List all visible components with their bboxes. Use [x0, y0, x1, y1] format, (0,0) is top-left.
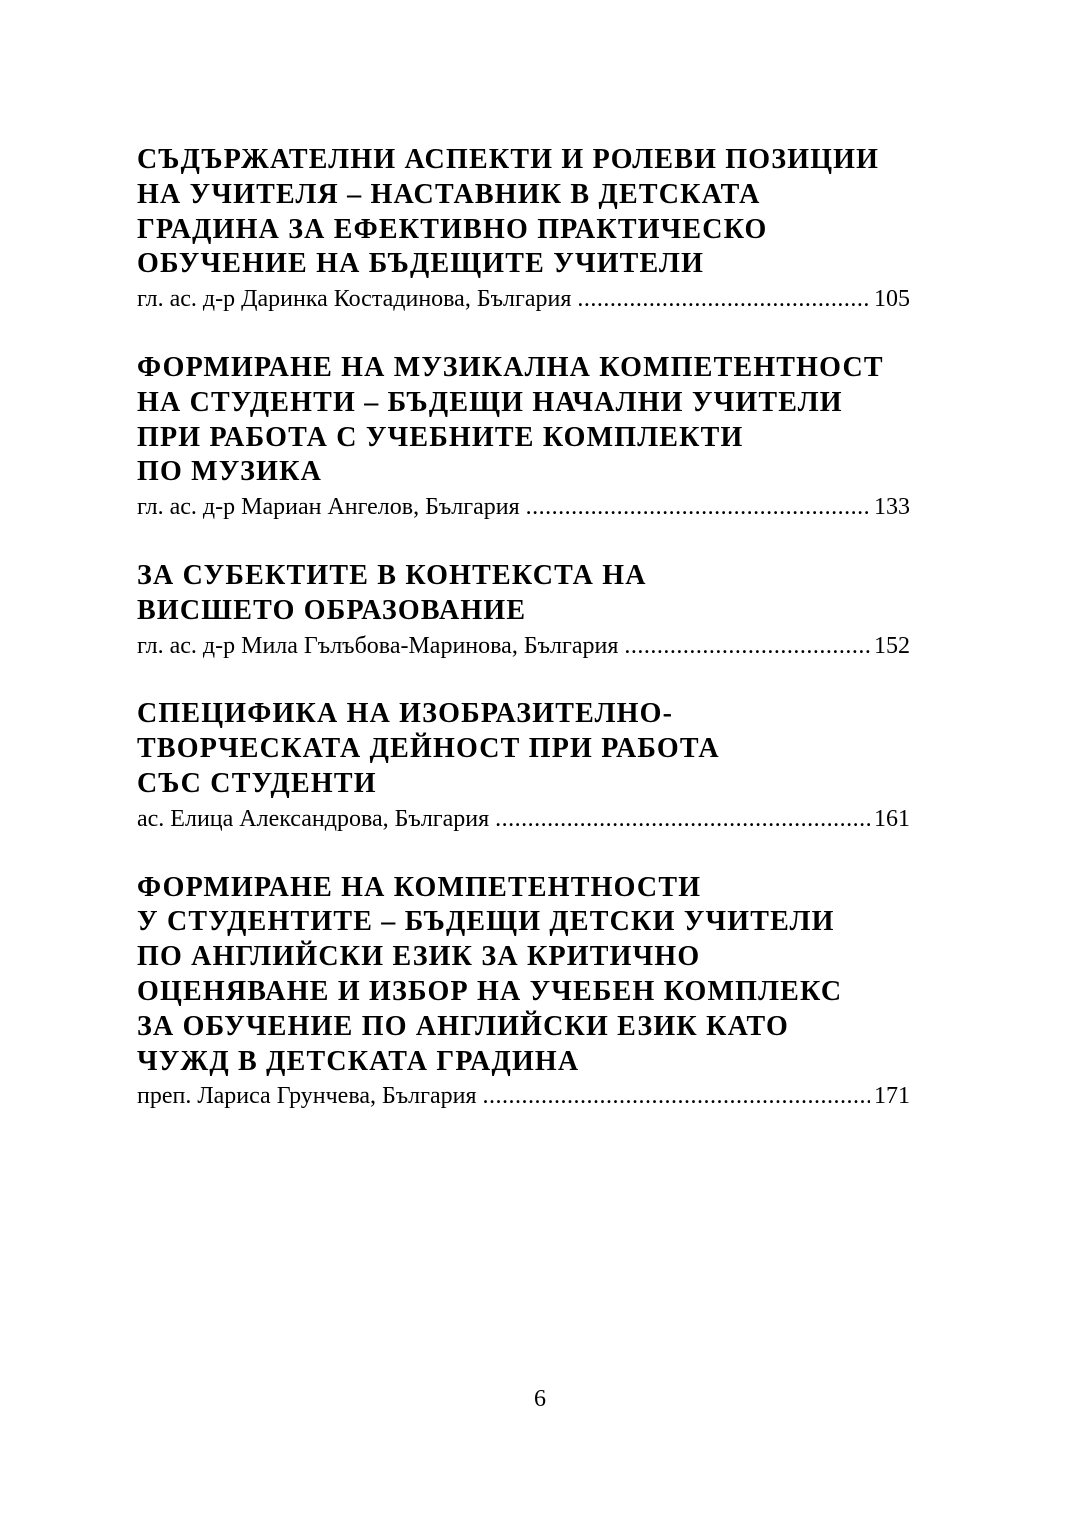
entry-title-line: ПО МУЗИКА	[137, 456, 323, 488]
entry-title-line: ФОРМИРАНЕ НА КОМПЕТЕНТНОСТИ	[137, 871, 702, 903]
entry-page-ref: 152	[874, 632, 910, 659]
toc-entry	[137, 351, 910, 525]
entry-author-row	[137, 1079, 910, 1114]
toc-entry	[137, 143, 910, 317]
entry-author-row	[137, 490, 910, 525]
entry-page-ref: 161	[874, 805, 910, 832]
entry-title-line: ОБУЧЕНИЕ НА БЪДЕЩИТЕ УЧИТЕЛИ	[137, 248, 705, 280]
toc-entry	[137, 871, 910, 1115]
toc-entry	[137, 697, 910, 836]
entry-title-line: ЗА ОБУЧЕНИЕ ПО АНГЛИЙСКИ ЕЗИК КАТО	[137, 1010, 790, 1042]
entry-title-line: СЪС СТУДЕНТИ	[137, 767, 377, 799]
entry-title-line: НА УЧИТЕЛЯ – НАСТАВНИК В ДЕТСКАТА	[137, 178, 761, 210]
entry-title-line: ЗА СУБЕКТИТЕ В КОНТЕКСТА НА	[137, 559, 647, 591]
dot-leader	[577, 282, 870, 317]
entry-title	[137, 143, 910, 282]
entry-author: гл. ас. д-р Мариан Ангелов, България	[137, 494, 520, 521]
entry-title-line: ФОРМИРАНЕ НА МУЗИКАЛНА КОМПЕТЕНТНОСТ	[137, 351, 884, 383]
entry-author: гл. ас. д-р Даринка Костадинова, България	[137, 286, 572, 313]
entry-author: ас. Елица Александрова, България	[137, 805, 490, 832]
entry-title-line: ПО АНГЛИЙСКИ ЕЗИК ЗА КРИТИЧНО	[137, 941, 701, 973]
entry-title	[137, 351, 910, 490]
entry-page-ref: 171	[874, 1083, 910, 1110]
dot-leader	[483, 1079, 870, 1114]
entry-title	[137, 697, 910, 801]
entry-title-line: ПРИ РАБОТА С УЧЕБНИТЕ КОМПЛЕКТИ	[137, 421, 744, 453]
table-of-contents	[137, 143, 910, 1114]
toc-entry	[137, 559, 910, 663]
entry-title-line: У СТУДЕНТИТЕ – БЪДЕЩИ ДЕТСКИ УЧИТЕЛИ	[137, 906, 835, 938]
dot-leader	[495, 802, 870, 837]
entry-page-ref: 105	[874, 286, 910, 313]
entry-author-row	[137, 629, 910, 664]
entry-title	[137, 871, 910, 1080]
entry-page-ref: 133	[874, 494, 910, 521]
page-number: 6	[534, 1386, 546, 1412]
dot-leader	[526, 490, 870, 525]
entry-author: гл. ас. д-р Мила Гълъбова-Маринова, България	[137, 632, 619, 659]
entry-title-line: ТВОРЧЕСКАТА ДЕЙНОСТ ПРИ РАБОТА	[137, 733, 720, 765]
entry-author-row	[137, 282, 910, 317]
entry-author-row	[137, 802, 910, 837]
entry-title	[137, 559, 910, 629]
entry-title-line: ГРАДИНА ЗА ЕФЕКТИВНО ПРАКТИЧЕСКО	[137, 213, 768, 245]
dot-leader	[624, 629, 870, 664]
entry-title-line: СЪДЪРЖАТЕЛНИ АСПЕКТИ И РОЛЕВИ ПОЗИЦИИ	[137, 144, 880, 175]
entry-title-line: СПЕЦИФИКА НА ИЗОБРАЗИТЕЛНО-	[137, 698, 674, 730]
entry-title-line: ВИСШЕТО ОБРАЗОВАНИЕ	[137, 594, 527, 626]
entry-title-line: НА СТУДЕНТИ – БЪДЕЩИ НАЧАЛНИ УЧИТЕЛИ	[137, 386, 843, 418]
entry-title-line: ОЦЕНЯВАНЕ И ИЗБОР НА УЧЕБЕН КОМПЛЕКС	[137, 975, 843, 1007]
entry-title-line: ЧУЖД В ДЕТСКАТА ГРАДИНА	[137, 1045, 580, 1077]
entry-author: преп. Лариса Грунчева, България	[137, 1083, 477, 1110]
